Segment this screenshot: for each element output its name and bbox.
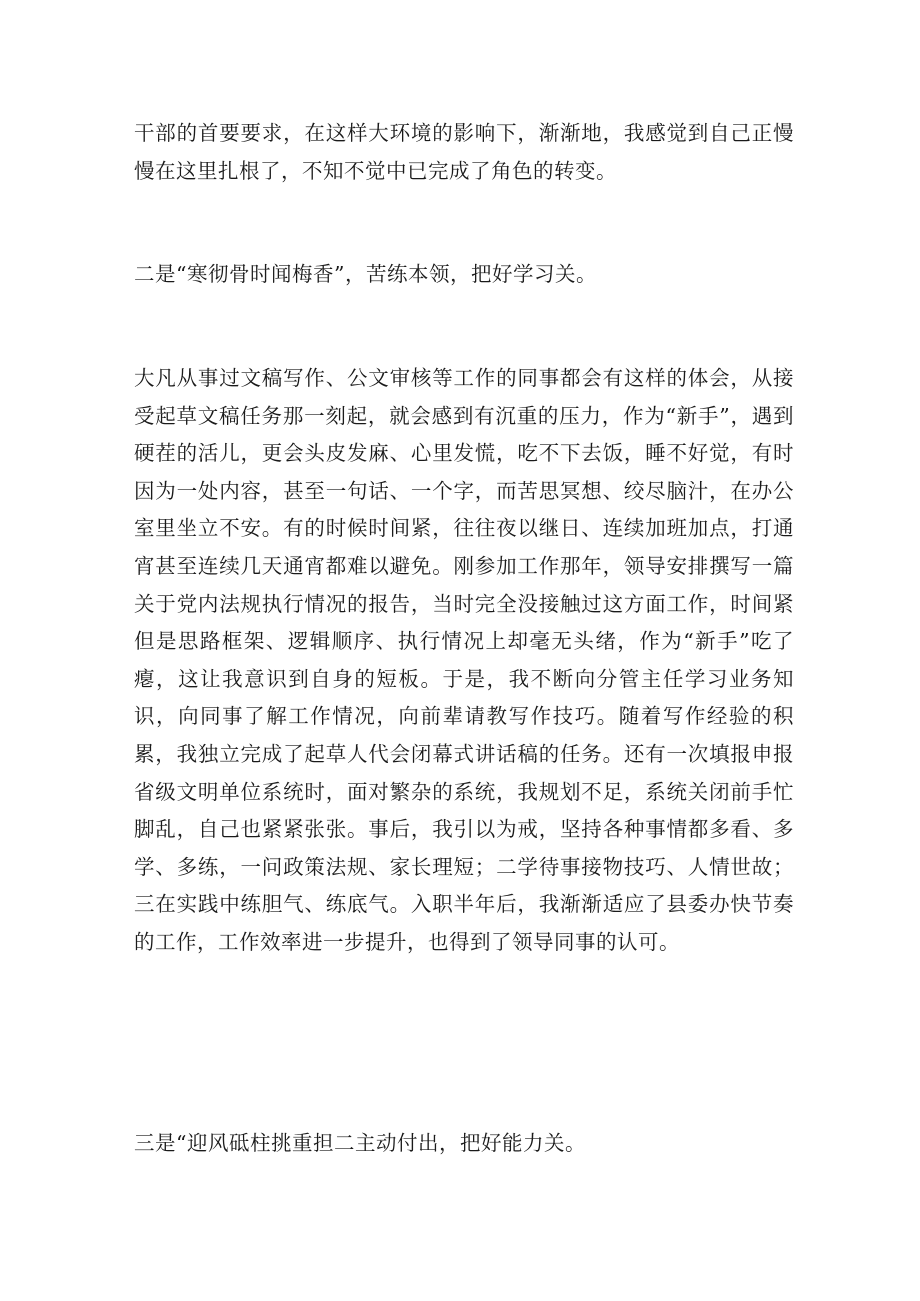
- paragraph-continuation: 干部的首要要求，在这样大环境的影响下，渐渐地，我感觉到自己正慢慢在这里扎根了，不知不觉中已完成了角色的转变。: [134, 121, 794, 183]
- section-heading-three: 三是“迎风砥柱挑重担二主动付出，把好能力关。: [134, 1131, 586, 1155]
- paragraph-body: 大凡从事过文稿写作、公文审核等工作的同事都会有这样的体会，从接受起草文稿任务那一刻起，就会感到有沉重的压力，作为“新手”，遇到硬茬的活儿，更会头皮发麻、心里发慌，吃不下去饭，睡不好觉，有时因为一处内容，甚至一句话、一个字，而苦思冥想、绞尽脑汁，在办公室里坐立不安。有的时候时间紧，往往夜以继日、连续加班加点，打通宵甚至连续几天通宵都难以避免。刚参加工作那年，领导安排撰写一篇关于党内法规执行情况的报告，当时完全没接触过这方面工作，时间紧但是思路框架、逻辑顺序、执行情况上却毫无头绪，作为“新手”吃了瘪，这让我意识到自身的短板。于是，我不断向分管主任学习业务知识，向同事了解工作情况，向前辈请教写作技巧。随着写作经验的积累，我独立完成了起草人代会闭幕式讲话稿的任务。还有一次填报申报省级文明单位系统时，面对繁杂的系统，我规划不足，系统关闭前手忙脚乱，自己也紧紧张张。事后，我引以为戒，坚持各种事情都多看、多学、多练，一问政策法规、家长理短；二学待事接物技巧、人情世故；三在实践中练胆气、练底气。入职半年后，我渐渐适应了县委办快节奏的工作，工作效率进一步提升，也得到了领导同事的认可。: [134, 366, 794, 954]
- section-heading-two: 二是“寒彻骨时闻梅香”，苦练本领，把好学习关。: [134, 262, 597, 286]
